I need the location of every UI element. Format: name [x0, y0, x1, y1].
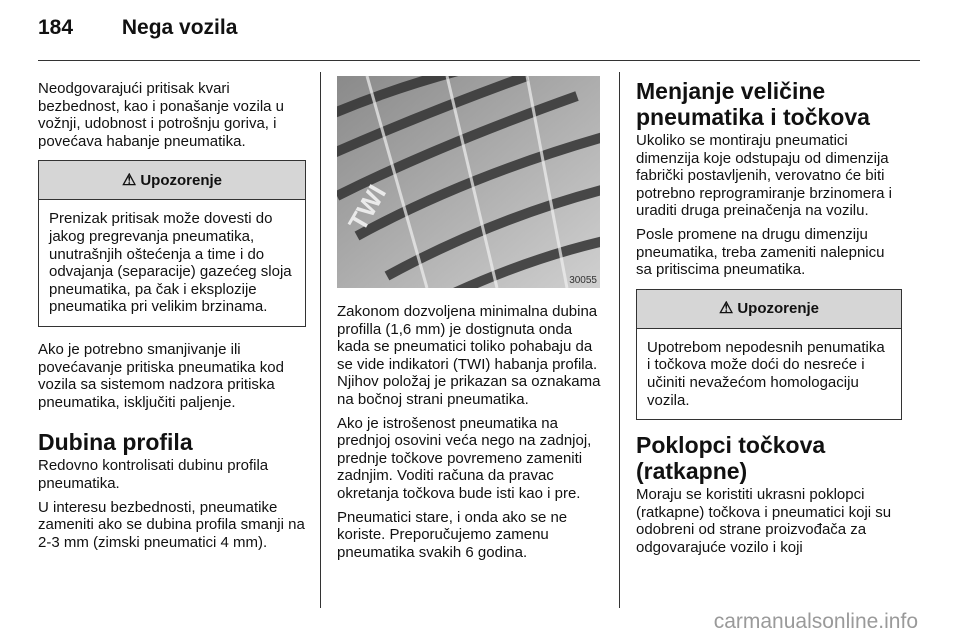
column-1 — [38, 80, 306, 557]
paragraph: U interesu bezbednosti, pneumatike zameniti ako se dubina profila smanji na 2-3 mm (zimski pneumatici 4 mm). — [38, 498, 305, 551]
warning-triangle-icon: ⚠ — [121, 171, 137, 189]
paragraph: Ako je istrošenost pneumatika na prednjoj osovini veća nego na zadnjoj, prednje točkove povremeno zameniti zadnjim. Voditi računa da pravac okretanja točkova bude isti kao i pre. — [337, 414, 592, 502]
section-heading: Menjanje veličine pneumatika i točkova — [636, 78, 870, 130]
warning-body: Prenizak pritisak može dovesti do jakog pregrevanja pneumatika, unutrašnjih oštećenja a time i do odvajanja (separacije) gazećeg sloja pneumatika, pa čak i eksplozije pneumatika pri velikim brzinama. — [49, 210, 292, 316]
warning-body: Upotrebom nepodesnih penumatika i točkova može doći do nesreće i učiniti nevažećom homologaciju vozila. — [647, 338, 885, 409]
paragraph: Ako je potrebno smanjivanje ili povećavanje pritiska pneumatika kod vozila sa sistemom nadzora pritiska pneumatika, isključiti paljenje. — [38, 340, 284, 411]
tire-tread-icon — [337, 76, 600, 288]
page-title: Nega vozila — [121, 16, 238, 39]
warning-header — [637, 290, 901, 329]
page-number: 184 — [38, 16, 74, 39]
paragraph: Ukoliko se montiraju pneumatici dimenzija koje odstupaju od dimenzija fabrički postavljenih, verovatno će biti potrebno reprogramiranje brzinomera i uraditi druga preinačenja na vozilu. — [636, 132, 892, 220]
paragraph: Pneumatici stare, i onda ako se ne koriste. Preporučujemo zamenu pneumatika svakih 6 godina. — [337, 508, 568, 561]
warning-box — [636, 289, 902, 420]
section-heading: Poklopci točkova (ratkapne) — [636, 432, 826, 485]
tire-tread-photo — [337, 76, 600, 288]
paragraph: Redovno kontrolisati dubinu profila pneumatika. — [38, 457, 269, 492]
paragraph: Zakonom dozvoljena minimalna dubina profilla (1,6 mm) je dostignuta onda kada se pneumatici toliko pohabaju da se vide indikatori (TWI) habanja profila. Njihov položaj je prikazan sa oznakama na bočnoj strani pneumatika. — [337, 303, 601, 408]
warning-header — [39, 161, 305, 200]
paragraph: Posle promene na drugu dimenziju pneumatika, treba zameniti nalepnicu sa pritiscima pneumatika. — [636, 225, 885, 279]
warning-triangle-icon: ⚠ — [718, 299, 734, 317]
warning-box — [38, 160, 306, 327]
paragraph: Moraju se koristiti ukrasni poklopci (ratkapne) točkova i pneumatici koji su odobreni od strane proizvođača za odgovarajuće vozilo i koji — [636, 486, 892, 556]
warning-title: Upozorenje — [737, 299, 820, 317]
column-divider-1 — [320, 72, 321, 608]
paragraph: Neodgovarajući pritisak kvari bezbednost, kao i ponašanje vozila u vožnji, udobnost i potrošnju goriva, i povećava habanje pneumatika. — [38, 80, 285, 150]
image-code: 30055 — [569, 275, 597, 286]
section-heading: Dubina profila — [38, 429, 193, 456]
page-header — [38, 16, 237, 40]
twi-label: TWI — [342, 179, 393, 236]
header-rule — [38, 60, 920, 61]
column-2 — [337, 303, 605, 567]
column-3 — [636, 78, 902, 563]
watermark: carmanualsonline.info — [713, 610, 918, 633]
warning-title: Upozorenje — [140, 171, 223, 189]
column-divider-2 — [619, 72, 620, 608]
